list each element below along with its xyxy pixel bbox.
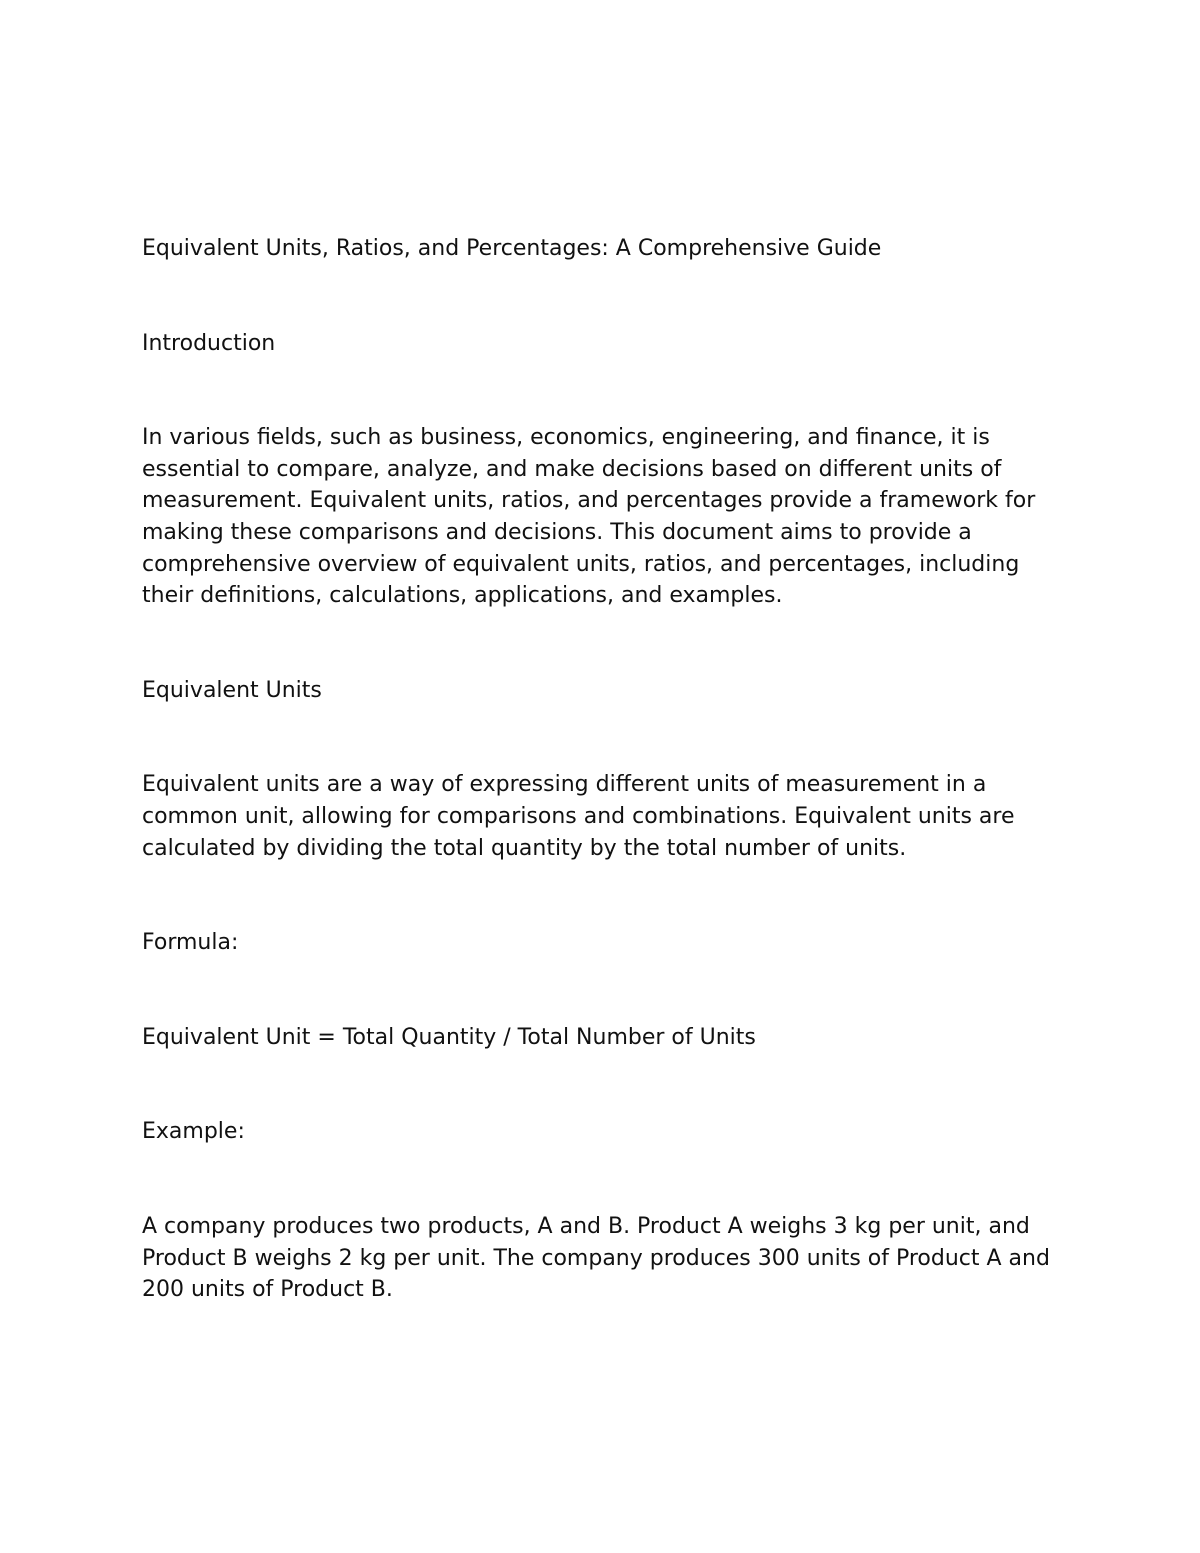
spacer: [142, 1148, 1067, 1211]
intro-paragraph: In various fields, such as business, economics, engineering, and finance, it is essential to compare, analyze, and make decisions based on different units of measurement. Equivalent units, ratios, and percentages provide a framework for making these comparisons and decisions. This document aims to provide a comprehensive overview of equivalent units, ratios, and percentages, including their definitions, calculations, applications, and examples.: [142, 425, 1036, 609]
spacer: [142, 612, 1067, 675]
spacer: [142, 959, 1067, 1022]
spacer: [142, 864, 1067, 927]
equivalent-units-paragraph: Equivalent units are a way of expressing different units of measurement in a common unit, allowing for comparisons and combinations. Equivalent units are calculated by dividing the total quantity by the total number of units.: [142, 772, 1015, 861]
example-label: Example:: [142, 1119, 245, 1145]
document-body: [142, 233, 1067, 1306]
spacer: [142, 706, 1067, 769]
equivalent-units-heading: Equivalent Units: [142, 677, 322, 703]
spacer: [142, 265, 1067, 328]
intro-heading: Introduction: [142, 330, 276, 356]
document-title: Equivalent Units, Ratios, and Percentages: A Comprehensive Guide: [142, 236, 882, 261]
formula-text: Equivalent Unit = Total Quantity / Total Number of Units: [142, 1024, 756, 1050]
example-paragraph: A company produces two products, A and B. Product A weighs 3 kg per unit, and Product B weighs 2 kg per unit. The company produces 300 units of Product A and 200 units of Product B.: [142, 1213, 1050, 1303]
spacer: [142, 1053, 1067, 1116]
formula-label: Formula:: [142, 930, 239, 956]
spacer: [142, 359, 1067, 422]
